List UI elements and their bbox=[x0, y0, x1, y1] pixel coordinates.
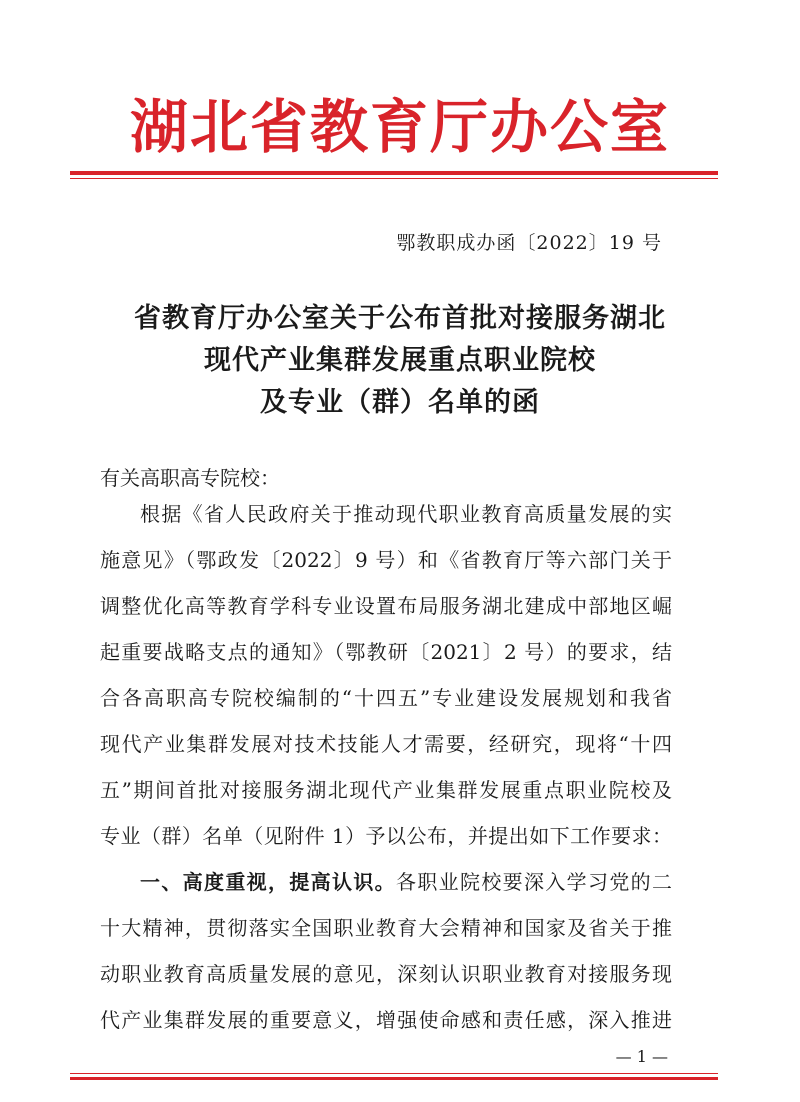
section-text: 各职业院校要深入学习党的二 bbox=[396, 870, 672, 894]
page-number: — 1 — bbox=[615, 1047, 668, 1066]
paragraph-line: 调整优化高等教育学科专业设置布局服务湖北建成中部地区崛 bbox=[100, 594, 672, 618]
paragraph-line: 根据《省人民政府关于推动现代职业教育高质量发展的实 bbox=[140, 502, 672, 526]
footer-divider-thin bbox=[70, 1073, 718, 1074]
issuer-header: 湖北省教育厅办公室 bbox=[129, 93, 670, 161]
paragraph-line: 代产业集群发展的重要意义，增强使命感和责任感，深入推进 bbox=[100, 1008, 672, 1032]
section-heading-line bbox=[140, 859, 672, 905]
section-heading: 一、高度重视，提高认识。 bbox=[140, 870, 396, 894]
document-title-line: 及专业（群）名单的函 bbox=[260, 387, 540, 418]
paragraph-line: 施意见》（鄂政发〔2022〕9 号）和《省教育厅等六部门关于 bbox=[100, 548, 672, 572]
document-title-line: 省教育厅办公室关于公布首批对接服务湖北 bbox=[134, 303, 666, 334]
paragraph-line: 动职业教育高质量发展的意见，深刻认识职业教育对接服务现 bbox=[100, 962, 672, 986]
document-title-line: 现代产业集群发展重点职业院校 bbox=[204, 345, 596, 376]
paragraph-line: 现代产业集群发展对技术技能人才需要，经研究，现将“十四 bbox=[100, 732, 672, 756]
paragraph-line: 五”期间首批对接服务湖北现代产业集群发展重点职业院校及 bbox=[100, 778, 672, 802]
footer-divider-thick bbox=[70, 1077, 718, 1080]
document-number: 鄂教职成办函〔2022〕19 号 bbox=[396, 232, 662, 254]
paragraph-line: 合各高职高专院校编制的“十四五”专业建设发展规划和我省 bbox=[100, 686, 672, 710]
header-divider-thick bbox=[70, 171, 718, 175]
paragraph-line: 专业（群）名单（见附件 1）予以公布，并提出如下工作要求： bbox=[100, 824, 672, 848]
paragraph-line: 十大精神，贯彻落实全国职业教育大会精神和国家及省关于推 bbox=[100, 916, 672, 940]
addressee: 有关高职高专院校： bbox=[100, 466, 280, 490]
header-divider-thin bbox=[70, 178, 718, 179]
document-title bbox=[0, 298, 800, 424]
paragraph-line: 起重要战略支点的通知》（鄂教研〔2021〕2 号）的要求，结 bbox=[100, 640, 672, 664]
